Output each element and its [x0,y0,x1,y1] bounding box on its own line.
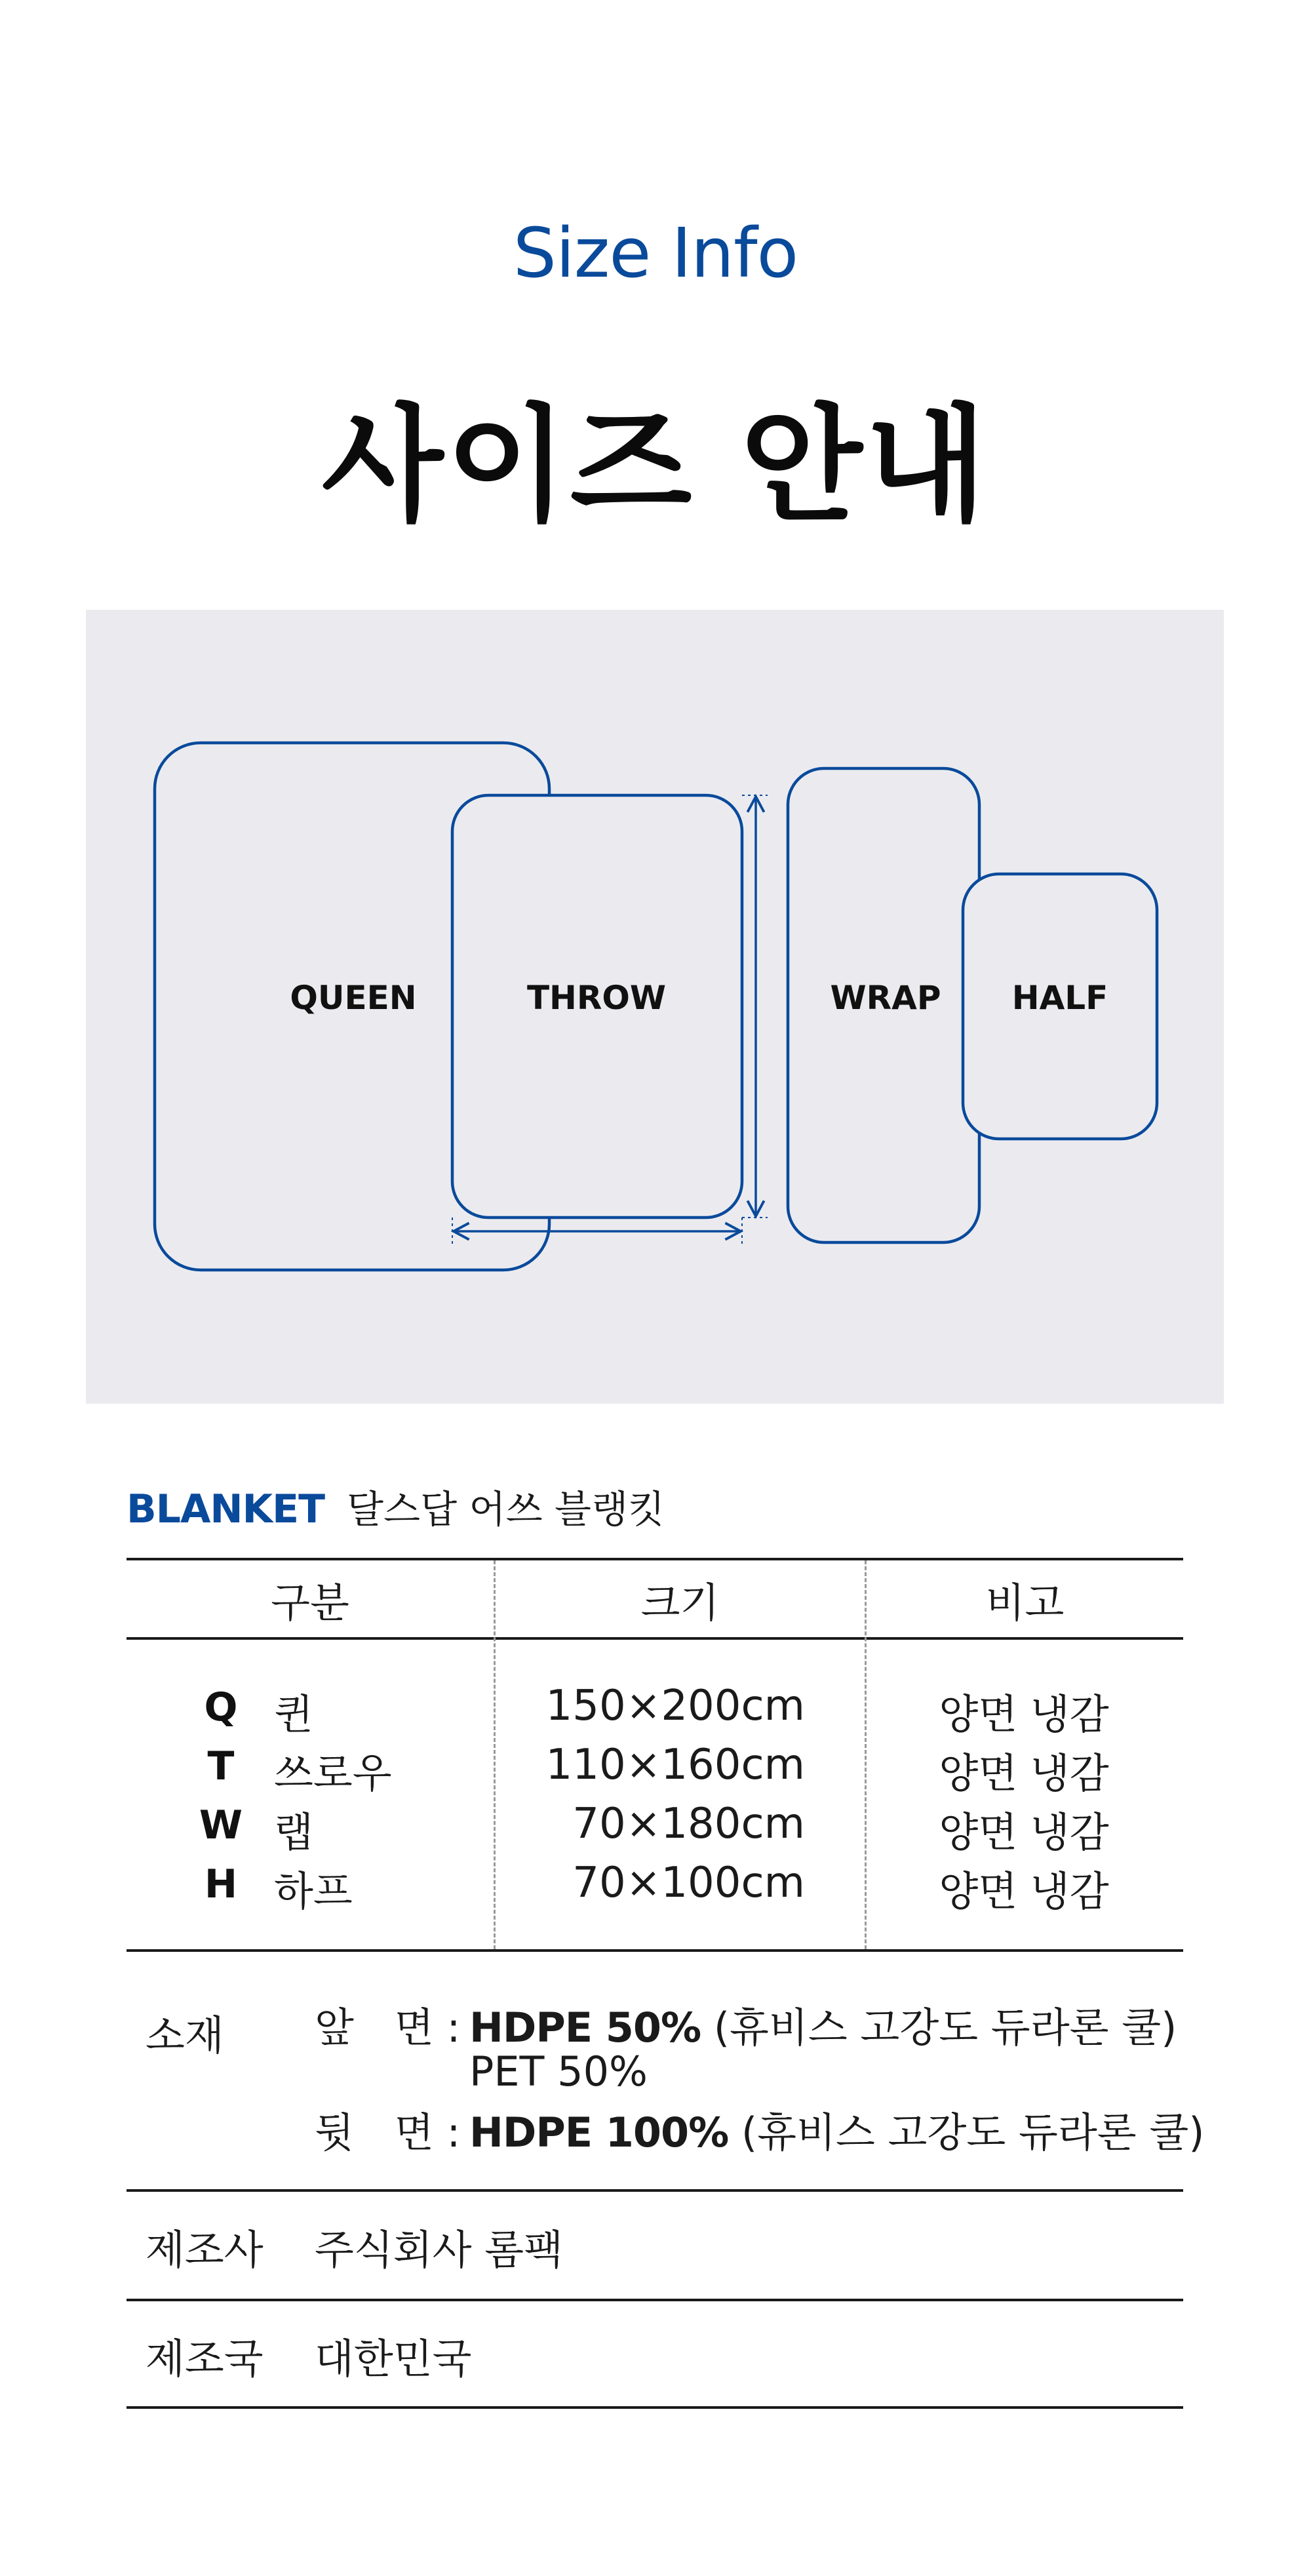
size-diagram [86,610,1224,1404]
header-note: 비고 [985,1579,1065,1627]
row-name: 하프 [274,1867,353,1915]
row-letter: H [204,1861,238,1907]
table-bottom-rule [127,1949,1183,1952]
row-size: 70×100cm [572,1859,805,1907]
table-row [0,1741,1311,1800]
table-row [0,1859,1311,1918]
table-row [0,1682,1311,1741]
row-letter: T [207,1743,235,1789]
manufacturer-bottom-rule [127,2299,1183,2301]
material-back-label: 뒷 면 : [315,2109,461,2156]
row-note: 양면 냉감 [939,1690,1109,1738]
row-name: 퀸 [274,1690,313,1738]
row-letter: Q [204,1684,238,1730]
material-back-rest: (휴비스 고강도 듀라론 쿨) [728,2109,1205,2156]
header-size: 크기 [640,1579,720,1627]
product-name: 달스답 어쓰 블랭킷 [347,1487,665,1532]
brand-label: BLANKET [127,1486,325,1532]
manufacturer-label: 제조사 [146,2226,264,2274]
row-note: 양면 냉감 [939,1749,1109,1797]
row-name: 쓰로우 [274,1749,392,1797]
throw-label: THROW [526,979,667,1017]
country-bottom-rule [127,2406,1183,2409]
wrap-label: WRAP [830,979,941,1017]
size-diagram-shapes [86,610,1224,1404]
country-label: 제조국 [146,2335,264,2383]
row-note: 양면 냉감 [939,1808,1109,1856]
row-note: 양면 냉감 [939,1867,1109,1915]
table-row [0,1800,1311,1859]
half-label: HALF [1011,979,1108,1017]
product-heading [127,1478,665,1531]
country-value: 대한민국 [315,2335,472,2383]
manufacturer-value: 주식회사 롬팩 [315,2226,564,2274]
subtitle-size-info: Size Info [513,213,798,293]
queen-label: QUEEN [290,979,417,1017]
table-header-rule [127,1637,1183,1640]
row-size: 110×160cm [545,1741,805,1789]
page-title: 사이즈 안내 [321,393,990,539]
material-label: 소재 [146,2011,224,2059]
row-name: 랩 [274,1808,313,1856]
material-front [469,1995,1177,2053]
material-back [469,2100,1204,2158]
material-back-bold: HDPE 100% [469,2109,729,2156]
material-front-line2: PET 50% [469,2048,648,2095]
row-letter: W [199,1802,243,1848]
material-front-rest: (휴비스 고강도 듀라론 쿨) [701,2004,1177,2051]
material-front-label: 앞 면 : [315,2004,461,2051]
row-size: 70×180cm [572,1800,805,1848]
material-front-bold: HDPE 50% [469,2004,701,2051]
header-category: 구분 [271,1579,349,1627]
row-size: 150×200cm [545,1682,805,1730]
table-top-rule [127,1558,1183,1560]
material-bottom-rule [127,2189,1183,2192]
